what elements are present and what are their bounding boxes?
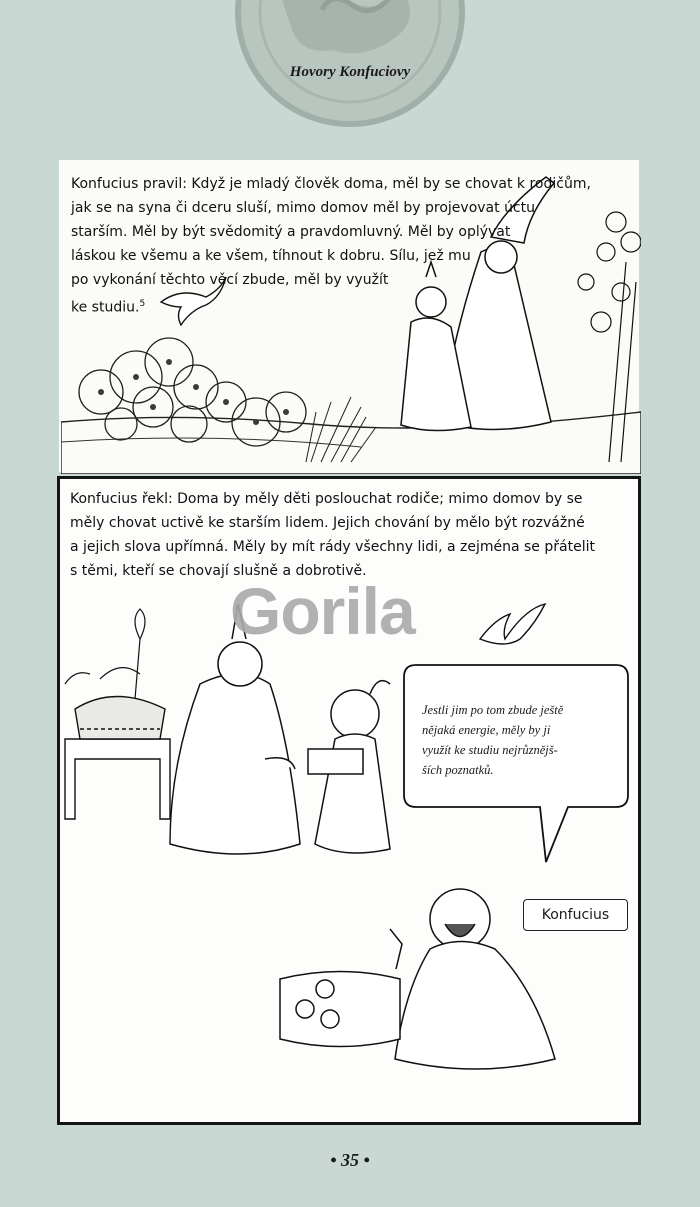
text-line: starším. Měl by být svědomitý a pravdomluvný. Měl by oplývat: [71, 224, 511, 240]
text-line: s těmi, kteří se chovají slušně a dobrotivě.: [70, 563, 367, 579]
flower-illustration: [65, 609, 145, 699]
text-line-end: ke studiu.: [71, 299, 140, 316]
watermark: Gorila: [230, 574, 415, 648]
panel-top: [59, 160, 639, 472]
running-head: Hovory Konfuciovy: [289, 64, 411, 80]
page-number: • 35 •: [330, 1150, 370, 1170]
table-illustration: [65, 697, 170, 820]
bird-illustration: [480, 604, 545, 644]
footnote-marker: 5: [139, 299, 146, 309]
child-illustration: [308, 681, 390, 853]
speech-line: nějaká energie, měly by ji: [422, 723, 551, 737]
speech-line: ších poznatků.: [422, 763, 494, 777]
text-line: a jejich slova upřímná. Měly by mít rády všechny lidi, a zejména se přátelit: [70, 539, 595, 555]
speech-line: Jestli jim po tom zbude ještě: [422, 703, 564, 717]
bottom-panel-text: [70, 487, 634, 583]
confucius-illustration: [280, 889, 555, 1069]
speech-line: využít ke studiu nejrůznějš-: [422, 743, 558, 757]
text-line: Konfucius pravil: Když je mladý člověk doma, měl by se chovat k rodičům,: [71, 176, 591, 192]
text-line: láskou ke všemu a ke všem, tíhnout k dobru. Sílu, jež mu: [71, 248, 471, 264]
text-line: jak se na syna či dceru sluší, mimo domov měl by projevovat úctu: [71, 200, 535, 216]
text-line: po vykonání těchto věcí zbude, měl by využít: [71, 272, 389, 288]
name-label: Konfucius: [523, 899, 628, 931]
text-line: Konfucius řekl: Doma by měly děti poslouchat rodiče; mimo domov by se: [70, 491, 583, 507]
text-line: [71, 292, 639, 320]
speech-bubble-text: [422, 700, 618, 780]
top-panel-text: [71, 172, 639, 320]
bush-texture: [98, 359, 289, 425]
text-line: měly chovat uctivě ke starším lidem. Jejich chování by mělo být rozvážné: [70, 515, 585, 531]
